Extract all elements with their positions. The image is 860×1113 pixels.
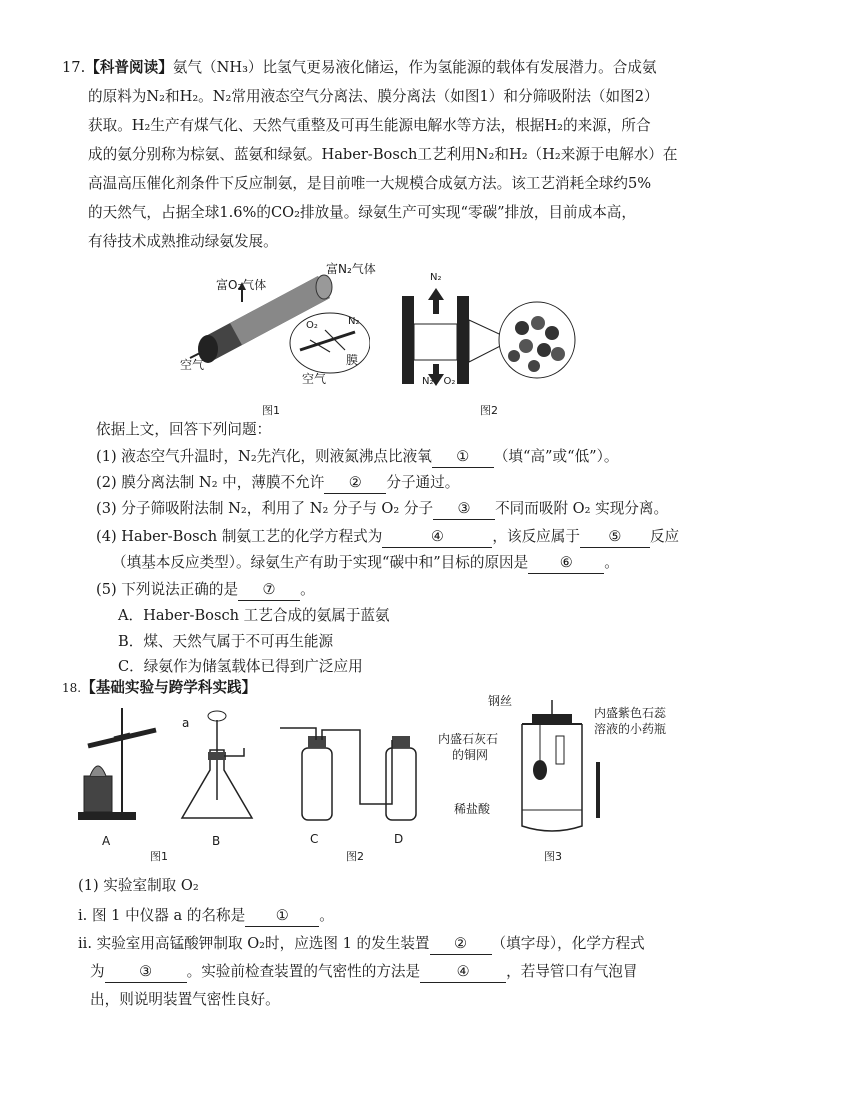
answer-blank[interactable]: ⑥: [528, 553, 604, 574]
answer-blank[interactable]: ⑤: [580, 527, 650, 548]
answer-blank[interactable]: ⑦: [238, 580, 300, 601]
figure-caption: 图1: [150, 850, 168, 863]
question-text: (3) 分子筛吸附法制 N₂，利用了 N₂ 分子与 O₂ 分子: [96, 500, 434, 517]
question-text: ii. 实验室用高锰酸钾制取 O₂时，应选图 1 的发生装置: [78, 935, 430, 952]
label-n2-o2-in: N₂、O₂: [422, 376, 456, 387]
question-tag: 【科普阅读】: [85, 59, 173, 76]
paragraph-line: 获取。H₂生产有煤气化、天然气重整及可再生能源电解水等方法，根据H₂的来源，所合: [88, 117, 651, 134]
label-o2-molecule: O₂: [306, 320, 318, 331]
figure-caption: 图2: [346, 850, 364, 863]
question-text: 。: [300, 581, 315, 598]
answer-blank[interactable]: ②: [324, 473, 386, 494]
answer-blank[interactable]: ④: [420, 962, 506, 983]
label-apparatus-d: D: [394, 832, 404, 846]
option-c: C．绿氨作为储氢载体已得到广泛应用: [118, 658, 363, 675]
answer-blank[interactable]: ④: [382, 527, 492, 548]
question-text: 。: [604, 554, 619, 571]
question-text: (1) 液态空气升温时，N₂先汽化，则液氮沸点比液氧: [96, 448, 432, 465]
paragraph-line: 的原料为N₂和H₂。N₂常用液态空气分离法、膜分离法（如图1）和分筛吸附法（如图2）: [88, 88, 659, 105]
question-text: 不同而吸附 O₂ 实现分离。: [495, 500, 669, 517]
answer-blank[interactable]: ①: [245, 906, 319, 927]
question-text: 分子通过。: [386, 474, 460, 491]
question-text: (5) 下列说法正确的是: [96, 581, 239, 598]
paragraph-line: 高温高压催化剂条件下反应制氨，是目前唯一大规模合成氨方法。该工艺消耗全球约5%: [88, 175, 652, 192]
figure-caption: 图1: [262, 404, 280, 417]
question-2: [96, 473, 459, 494]
label-membrane: 膜: [346, 353, 359, 367]
question-text: 。实验前检查装置的气密性的方法是: [186, 963, 421, 980]
question-4-continued: [112, 553, 619, 574]
label-steel-wire: 钢丝: [488, 694, 513, 708]
answer-blank[interactable]: ③: [433, 499, 495, 520]
figure-caption: 图3: [544, 850, 562, 863]
label-apparatus-a: A: [102, 834, 111, 848]
question-text: i. 图 1 中仪器 a 的名称是: [78, 907, 246, 924]
label-apparatus-c: C: [310, 832, 319, 846]
label-copper-net: 内盛石灰石: [438, 732, 499, 746]
answer-blank[interactable]: ③: [105, 962, 187, 983]
figure-caption: 图2: [480, 404, 498, 417]
question-number: 18.: [62, 681, 82, 695]
question-text: (4) Haber-Bosch 制氨工艺的化学方程式为: [96, 528, 383, 545]
question-text: （填基本反应类型）。绿氨生产有助于实现“碳中和”目标的原因是: [112, 554, 529, 571]
figure-1-membrane: [170, 258, 376, 417]
label-rich-o2: 富O₂气体: [216, 278, 267, 292]
q18-header: [62, 678, 256, 698]
label-hydrochloric-acid: 稀盐酸: [454, 802, 491, 816]
sub-question-1: (1) 实验室制取 O₂: [78, 877, 199, 894]
question-3: [96, 499, 668, 520]
paragraph-line: 氨气（NH₃）比氢气更易液化储运，作为氢能源的载体有发展潜力。合成氨: [172, 59, 657, 76]
question-ii-end: 出，则说明装置气密性良好。: [90, 991, 280, 1008]
questions-intro: 依据上文，回答下列问题：: [96, 421, 272, 438]
paragraph-line: 有待技术成熟推动绿氨发展。: [88, 233, 278, 250]
label-n2-out: N₂: [430, 272, 442, 283]
question-text: ，若导管口有气泡冒: [506, 963, 638, 980]
question-4: [96, 527, 679, 548]
question-text: 。: [319, 907, 334, 924]
question-ii-continued: [90, 962, 637, 983]
question-number: 17.: [62, 59, 86, 76]
option-b: B．煤、天然气属于不可再生能源: [118, 633, 334, 650]
question-ii: [78, 934, 645, 955]
label-copper-net: 的铜网: [452, 748, 489, 762]
question-text: （填字母），化学方程式: [491, 935, 645, 952]
question-text: 为: [90, 963, 105, 980]
label-apparatus-b: B: [212, 834, 221, 848]
label-litmus-bottle: 内盛紫色石蕊: [594, 706, 667, 720]
q18-figures: [70, 694, 790, 865]
question-tag: 【基础实验与跨学科实践】: [81, 679, 257, 696]
question-text: 反应: [649, 528, 680, 545]
paragraph-line: 成的氨分别称为棕氨、蓝氨和绿氨。Haber-Bosch工艺利用N₂和H₂（H₂来源于电解水）在: [88, 146, 678, 163]
label-instrument-a: a: [182, 716, 190, 730]
question-i: [78, 906, 334, 927]
option-a: A．Haber-Bosch 工艺合成的氨属于蓝氨: [118, 607, 390, 624]
question-1: [96, 447, 619, 468]
label-air: 空气: [302, 372, 327, 386]
label-n2-molecule: N₂: [348, 316, 360, 327]
figure-2-sieve: [402, 272, 582, 417]
label-air: 空气: [180, 358, 205, 372]
question-text: (2) 膜分离法制 N₂ 中，薄膜不允许: [96, 474, 325, 491]
q17-header: [62, 58, 657, 78]
label-litmus-bottle: 溶液的小药瓶: [594, 722, 667, 736]
question-text: （填“高”或“低”）。: [493, 448, 619, 465]
answer-blank[interactable]: ②: [430, 934, 492, 955]
question-5: [96, 580, 315, 601]
lab-apparatus-illustration: [70, 700, 790, 865]
question-text: ，该反应属于: [492, 528, 580, 545]
label-rich-n2: 富N₂气体: [326, 262, 376, 276]
paragraph-line: 的天然气，占据全球1.6%的CO₂排放量。绿氨生产可实现“零碳”排放，目前成本高，: [88, 204, 636, 221]
answer-blank[interactable]: ①: [432, 447, 494, 468]
